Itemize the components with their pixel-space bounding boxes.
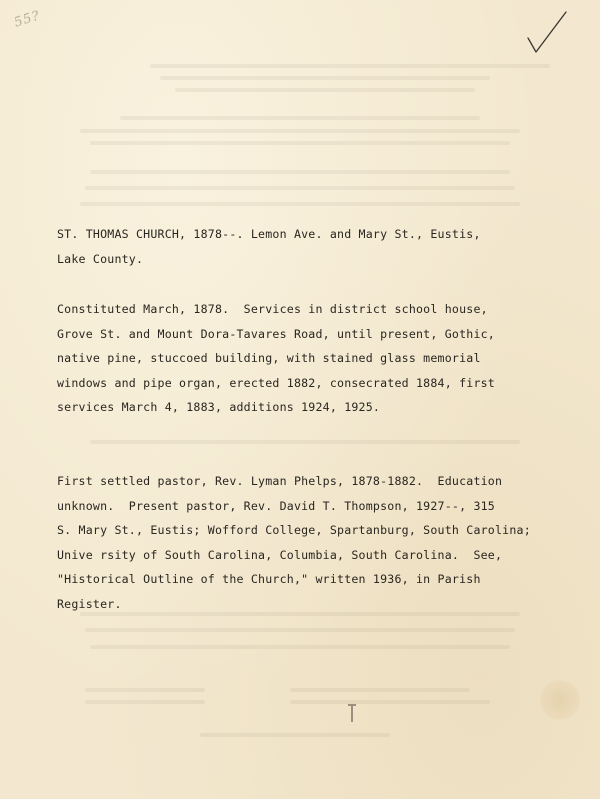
bleed-through-line — [90, 440, 520, 444]
pastors-paragraph — [57, 469, 557, 616]
pastors-line: Unive rsity of South Carolina, Columbia, South Carolina. See, — [57, 547, 503, 562]
bleed-through-line — [80, 202, 520, 206]
bleed-through-line — [85, 186, 515, 190]
heading-line: Lake County. — [57, 251, 144, 266]
church-heading — [57, 222, 557, 271]
bleed-through-line — [120, 116, 480, 120]
pastors-line: S. Mary St., Eustis; Wofford College, Spartanburg, South Carolina; — [57, 523, 531, 537]
bleed-through-line — [90, 141, 510, 145]
pastors-line: unknown. Present pastor, Rev. David T. Thompson, 1927--, 315 — [57, 498, 495, 513]
bleed-through-line — [85, 688, 205, 692]
history-line: services March 4, 1883, additions 1924, 1925. — [57, 400, 381, 414]
bleed-through-line — [290, 688, 470, 692]
bleed-through-line — [80, 129, 520, 133]
pastors-line: "Historical Outline of the Church," written 1936, in Parish — [57, 572, 481, 586]
bleed-through-line — [85, 700, 205, 704]
bleed-through-line — [175, 88, 475, 92]
bleed-through-line — [90, 645, 510, 649]
heading-line: ST. THOMAS CHURCH, 1878--. Lemon Ave. and Mary St., Eustis, — [57, 227, 481, 241]
bleed-through-line — [290, 700, 490, 704]
pencil-annotation: 55? — [12, 8, 43, 31]
history-paragraph — [57, 297, 557, 420]
paper-stain — [540, 680, 580, 720]
bleed-through-line — [200, 733, 390, 737]
bleed-through-line — [150, 64, 550, 68]
history-line: windows and pipe organ, erected 1882, consecrated 1884, first — [57, 375, 495, 390]
history-line: native pine, stuccoed building, with stained glass memorial — [57, 351, 481, 365]
pastors-line: First settled pastor, Rev. Lyman Phelps, 1878-1882. Education — [57, 474, 503, 488]
history-line: Grove St. and Mount Dora-Tavares Road, until present, Gothic, — [57, 326, 495, 341]
history-line: Constituted March, 1878. Services in district school house, — [57, 302, 488, 316]
bleed-through-line — [85, 628, 515, 632]
margin-tick — [351, 706, 353, 722]
bleed-through-line — [160, 76, 490, 80]
bleed-through-line — [90, 170, 510, 174]
check-mark-icon — [524, 8, 570, 58]
pastors-line: Register. — [57, 596, 122, 611]
